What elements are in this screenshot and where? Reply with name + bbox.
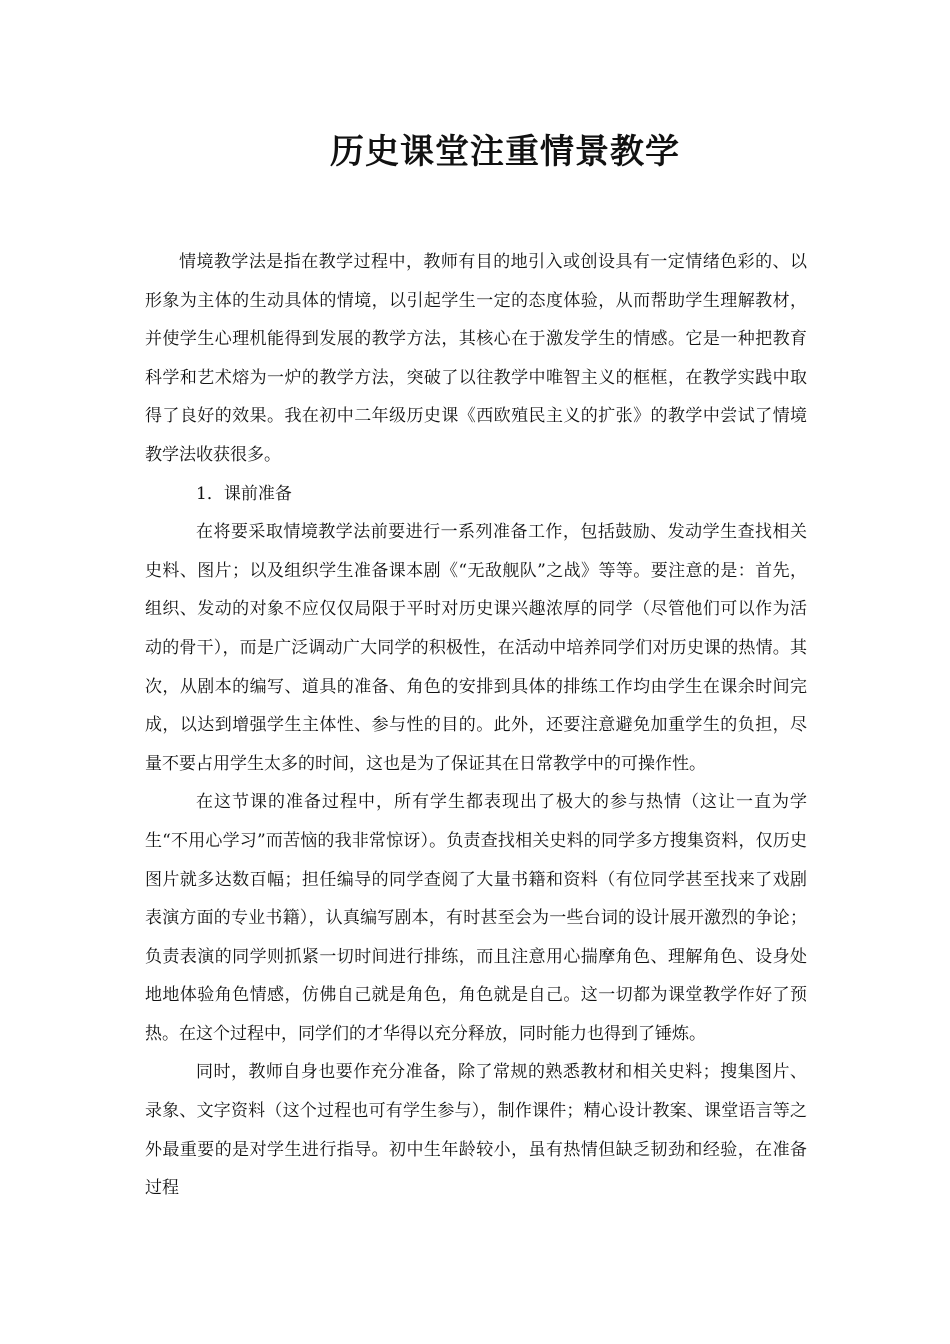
- paragraph-intro: 情境教学法是指在教学过程中，教师有目的地引入或创设具有一定情绪色彩的、以形象为主体的生动具体的情境，以引起学生一定的态度体验，从而帮助学生理解教材，并使学生心理机能得到发展的教学方法，其核心在于激发学生的情感。它是一种把教育科学和艺术熔为一炉的教学方法，突破了以往教学中唯智主义的框框，在教学实践中取得了良好的效果。我在初中二年级历史课《西欧殖民主义的扩张》的教学中尝试了情境教学法收获很多。: [145, 252, 807, 465]
- section-heading: 1．课前准备: [196, 483, 292, 504]
- paragraph: 同时，教师自身也要作充分准备，除了常规的熟悉教材和相关史料；搜集图片、录象、文字资料（这个过程也可有学生参与），制作课件；精心设计教案、课堂语言等之外最重要的是对学生进行指导。初中生年龄较小，虽有热情但缺乏韧劲和经验，在准备过程: [145, 1062, 807, 1199]
- document-body: [145, 243, 807, 1208]
- paragraph: 在这节课的准备过程中，所有学生都表现出了极大的参与热情（这让一直为学生“不用心学习”而苦恼的我非常惊讶）。负责查找相关史料的同学多方搜集资料，仅历史图片就多达数百幅；担任编导的同学查阅了大量书籍和资料（有位同学甚至找来了戏剧表演方面的专业书籍），认真编写剧本，有时甚至会为一些台词的设计展开激烈的争论；负责表演的同学则抓紧一切时间进行排练，而且注意用心揣摩角色、理解角色、设身处地地体验角色情感，仿佛自己就是角色，角色就是自己。这一切都为课堂教学作好了预热。在这个过程中，同学们的才华得以充分释放，同时能力也得到了锤炼。: [145, 792, 807, 1044]
- document-title: 历史课堂注重情景教学: [330, 132, 680, 172]
- paragraph: 在将要采取情境教学法前要进行一系列准备工作，包括鼓励、发动学生查找相关史料、图片；以及组织学生准备课本剧《“无敌舰队”之战》等等。要注意的是：首先，组织、发动的对象不应仅仅局限于平时对历史课兴趣浓厚的同学（尽管他们可以作为活动的骨干），而是广泛调动广大同学的积极性，在活动中培养同学们对历史课的热情。其次，从剧本的编写、道具的准备、角色的安排到具体的排练工作均由学生在课余时间完成，以达到增强学生主体性、参与性的目的。此外，还要注意避免加重学生的负担，尽量不要占用学生太多的时间，这也是为了保证其在日常教学中的可操作性。: [145, 522, 807, 774]
